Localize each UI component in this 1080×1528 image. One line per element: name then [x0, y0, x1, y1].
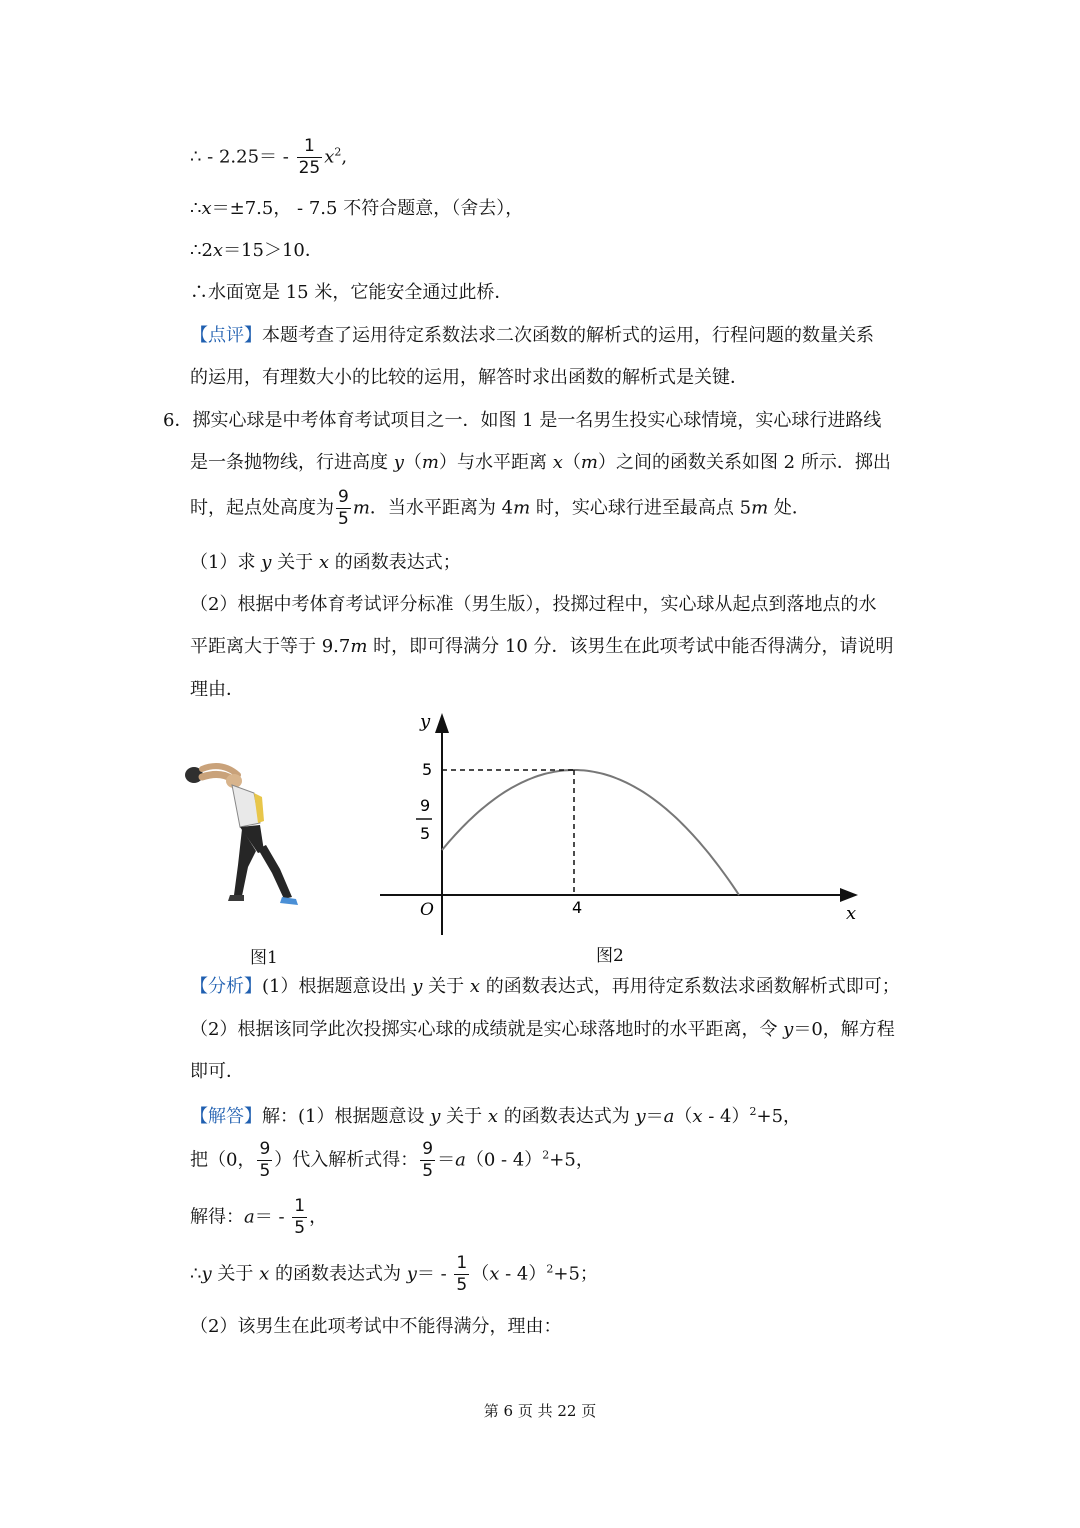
- comment-line: 【点评】本题考查了运用待定系数法求二次函数的解析式的运用，行程问题的数量关系: [190, 325, 874, 346]
- solution-line-2: 把（0， $\frac{9}{5}$ ）代入解析式得： $\frac{9}{5}$ ＝a（0 - 4）$^2$+5，: [190, 1139, 594, 1181]
- fraction: $\frac{1}{5}$: [294, 1196, 306, 1238]
- question-6-line-2: 是一条抛物线，行进高度 y（m）与水平距离 x（m）之间的函数关系如图 2 所示．掷出: [190, 452, 891, 473]
- tick-label-x-4: 4: [572, 898, 583, 917]
- tick-label-y-9-5-denominator: 5: [420, 824, 431, 843]
- x-axis-label: x: [846, 903, 857, 924]
- fraction: $\frac{9}{5}$: [259, 1139, 271, 1181]
- question-6-part-2-line-1: （2）根据中考体育考试评分标准（男生版），投掷过程中，实心球从起点到落地点的水: [190, 594, 877, 615]
- figure-2-caption: 图2: [596, 946, 624, 966]
- solution-line-5: （2）该男生在此项考试中不能得满分，理由：: [190, 1316, 562, 1337]
- fraction: $\frac{9}{5}$: [338, 487, 349, 529]
- line-1: ∴ - 2.25＝ - $\frac{1}{25}$ $x^2$,: [190, 136, 348, 178]
- line-2: ∴x＝±7.5， - 7.5 不符合题意，（舍去），: [190, 198, 524, 219]
- fraction: $\frac{9}{5}$: [422, 1139, 434, 1181]
- thrower-icon: [185, 766, 298, 905]
- solution-line-4: ∴y 关于 x 的函数表达式为 y＝ - $\frac{1}{5}$ （x - 4）$^2$+5；: [190, 1253, 598, 1295]
- line-4: ∴水面宽是 15 米，它能安全通过此桥．: [190, 282, 513, 303]
- solution-tag: 【解答】: [190, 1106, 262, 1127]
- question-6-line-3: 时，起点处高度为 $\frac{9}{5}$ m．当水平距离为 4m 时，实心球行进至最高点 5m 处．: [190, 487, 810, 529]
- y-axis-arrow: [435, 713, 449, 733]
- question-6-part-2-line-3: 理由．: [190, 679, 244, 700]
- fraction: $\frac{1}{25}$: [298, 136, 321, 178]
- page-total: 22: [557, 1402, 577, 1420]
- parabola-curve: [442, 770, 739, 895]
- analysis-line-2: （2）根据该同学此次投掷实心球的成绩就是实心球落地时的水平距离，令 y＝0，解方程: [190, 1019, 895, 1040]
- tick-label-y-5: 5: [422, 760, 433, 779]
- thrower-figure: [180, 755, 310, 915]
- solution-line-3: 解得：a＝ - $\frac{1}{5}$ ，: [190, 1196, 328, 1238]
- line-6: 的运用，有理数大小的比较的运用，解答时求出函数的解析式是关键．: [190, 367, 748, 388]
- y-axis-label: y: [420, 711, 431, 732]
- fraction: $\frac{1}{5}$: [456, 1253, 468, 1295]
- question-6-line-1: 6．掷实心球是中考体育考试项目之一．如图 1 是一名男生投实心球情境，实心球行进路线: [163, 410, 882, 431]
- comment-tag: 【点评】: [190, 325, 262, 346]
- question-6-part-1: （1）求 y 关于 x 的函数表达式；: [190, 552, 461, 573]
- analysis-line-3: 即可．: [190, 1061, 244, 1082]
- figure-1-caption: 图1: [250, 948, 278, 968]
- page-number: 6: [503, 1402, 514, 1420]
- question-6-part-2-line-2: 平距离大于等于 9.7m 时，即可得满分 10 分．该男生在此项考试中能否得满分，请说明: [190, 636, 894, 657]
- origin-label: O: [420, 900, 434, 920]
- solution-line-1: 【解答】解：(1）根据题意设 y 关于 x 的函数表达式为 y＝a（x - 4）$^2$+5，: [190, 1105, 802, 1127]
- analysis-line-1: 【分析】(1）根据题意设出 y 关于 x 的函数表达式，再用待定系数法求函数解析式即可；: [190, 976, 900, 997]
- x-axis-arrow: [840, 888, 858, 902]
- parabola-chart: [370, 705, 870, 945]
- page-footer: 第 6 页 共 22 页: [483, 1402, 597, 1420]
- line-3: ∴2x＝15＞10．: [190, 240, 323, 261]
- tick-label-y-9-5-numerator: 9: [420, 796, 431, 815]
- analysis-tag: 【分析】: [190, 976, 262, 997]
